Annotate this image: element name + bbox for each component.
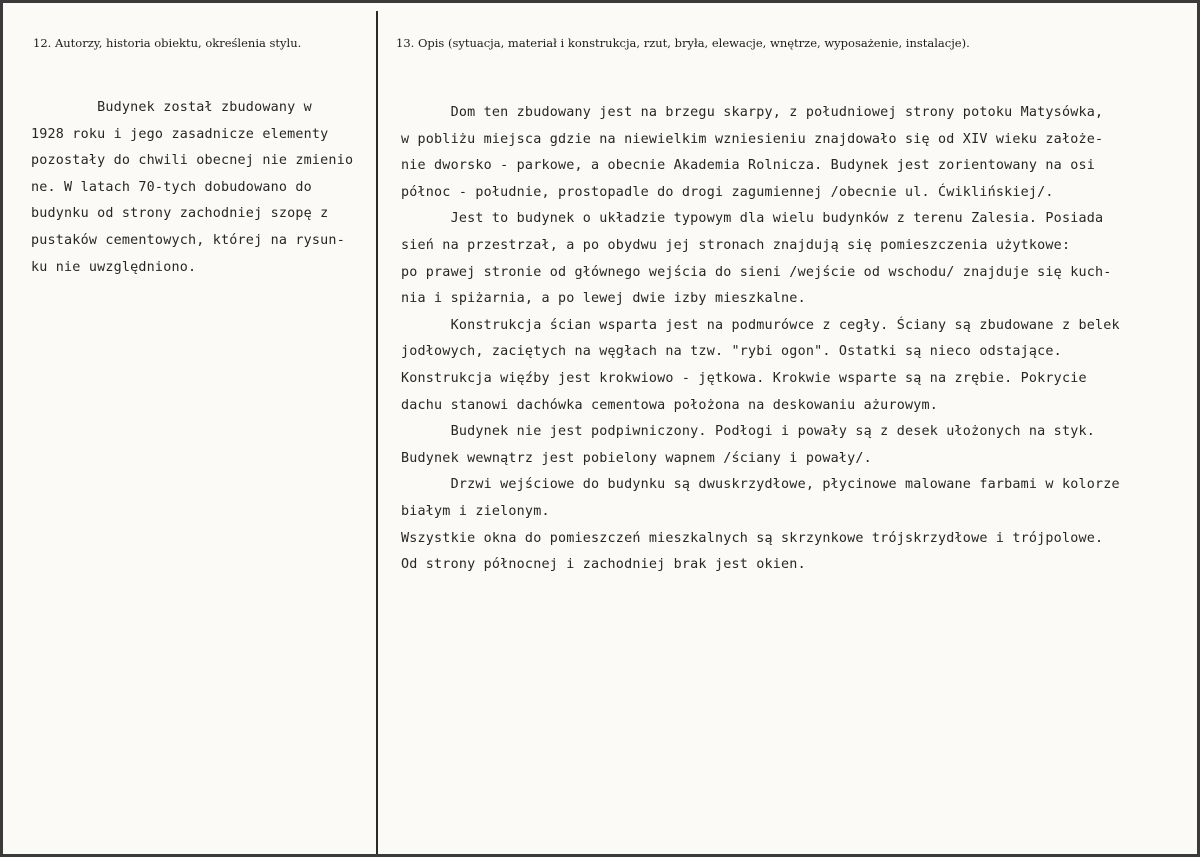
text-line: pustaków cementowych, której na rysun-: [31, 232, 345, 248]
text-line: Budynek wewnątrz jest pobielony wapnem /ściany i powały/.: [401, 450, 872, 466]
text-line: 1928 roku i jego zasadnicze elementy: [31, 126, 329, 142]
right-column-text: [401, 100, 1191, 579]
text-line: ne. W latach 70-tych dobudowano do: [31, 179, 312, 195]
text-line: dachu stanowi dachówka cementowa położona na deskowaniu ażurowym.: [401, 397, 939, 413]
text-line: nie dworsko - parkowe, a obecnie Akademia Rolnicza. Budynek jest zorientowany na osi: [401, 158, 1095, 174]
column-divider: [376, 11, 378, 854]
text-line: Drzwi wejściowe do budynku są dwuskrzydłowe, płycinowe malowane farbami w kolorze: [401, 477, 1120, 493]
text-line: Dom ten zbudowany jest na brzegu skarpy, z południowej strony potoku Matysówka,: [401, 105, 1104, 120]
text-line: sień na przestrzał, a po obydwu jej stronach znajdują się pomieszczenia użytkowe:: [401, 237, 1071, 253]
right-column-header: 13. Opis (sytuacja, materiał i konstrukcja, rzut, bryła, elewacje, wnętrze, wyposażenie, instalacje).: [396, 36, 970, 50]
text-line: białym i zielonym.: [401, 503, 550, 519]
text-line: jodłowych, zaciętych na węgłach na tzw. "rybi ogon". Ostatki są nieco odstające.: [401, 344, 1062, 360]
text-line: Jest to budynek o układzie typowym dla wielu budynków z terenu Zalesia. Posiada: [401, 211, 1104, 227]
left-column-header: 12. Autorzy, historia obiektu, określenia stylu.: [33, 36, 302, 50]
left-column-text: [31, 95, 376, 281]
text-line: Budynek został zbudowany w: [31, 100, 312, 115]
text-line: budynku od strony zachodniej szopę z: [31, 206, 329, 222]
text-line: Budynek nie jest podpiwniczony. Podłogi i powały są z desek ułożonych na styk.: [401, 424, 1095, 440]
text-line: nia i spiżarnia, a po lewej dwie izby mieszkalne.: [401, 291, 806, 307]
text-line: północ - południe, prostopadle do drogi zagumiennej /obecnie ul. Ćwiklińskiej/.: [401, 184, 1054, 200]
text-line: Konstrukcja więźby jest krokwiowo - jętkowa. Krokwie wsparte są na zrębie. Pokrycie: [401, 370, 1087, 386]
text-line: po prawej stronie od głównego wejścia do sieni /wejście od wschodu/ znajduje się kuch-: [401, 264, 1112, 280]
text-line: w pobliżu miejsca gdzie na niewielkim wzniesieniu znajdowało się od XIV wieku założe-: [401, 131, 1104, 147]
text-line: pozostały do chwili obecnej nie zmienio: [31, 153, 354, 169]
text-line: Wszystkie okna do pomieszczeń mieszkalnych są skrzynkowe trójskrzydłowe i trójpolowe.: [401, 530, 1104, 546]
text-line: ku nie uwzględniono.: [31, 259, 197, 275]
text-line: Konstrukcja ścian wsparta jest na podmurówce z cegły. Ściany są zbudowane z belek: [401, 317, 1120, 333]
text-line: Od strony północnej i zachodniej brak jest okien.: [401, 557, 806, 573]
